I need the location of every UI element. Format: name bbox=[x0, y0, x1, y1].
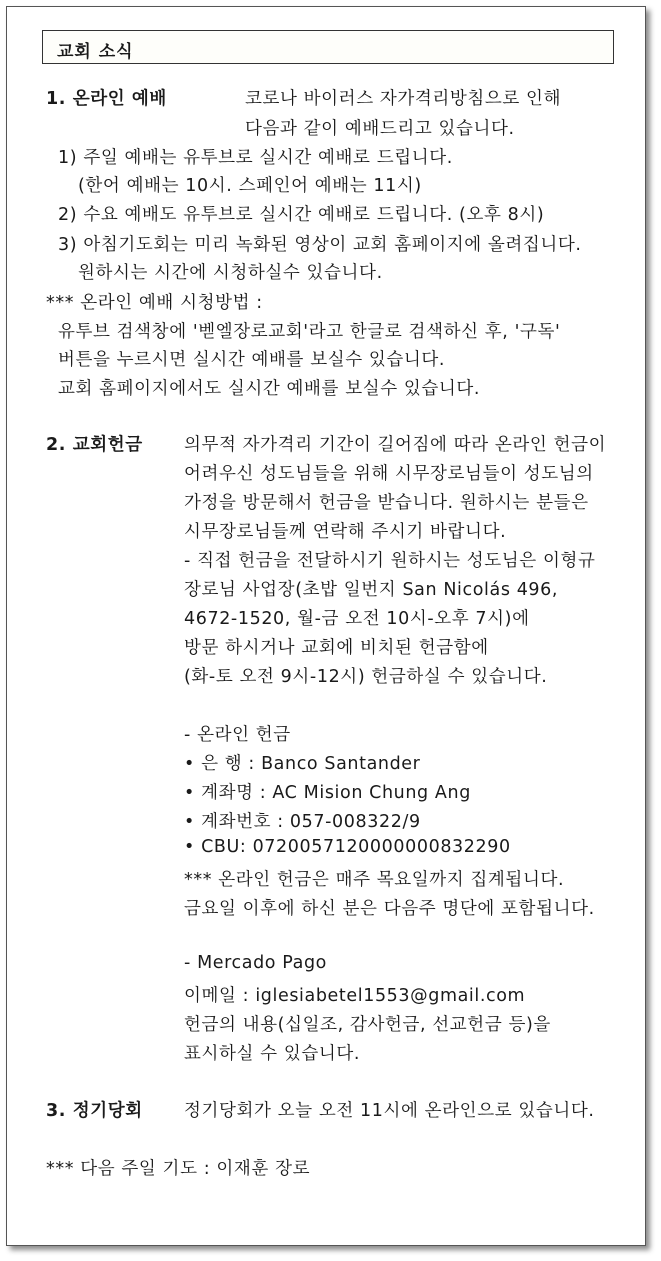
s2-line: • 계좌명 : AC Mision Chung Ang bbox=[184, 783, 471, 803]
s2-line: 의무적 자가격리 기간이 길어짐에 따라 온라인 헌금이 bbox=[184, 435, 607, 455]
s2-line: - 직접 헌금을 전달하시기 원하시는 성도님은 이형규 bbox=[184, 551, 596, 571]
s2-line: (화-토 오전 9시-12시) 헌금하실 수 있습니다. bbox=[184, 667, 548, 687]
s2-line: 금요일 이후에 하신 분은 다음주 명단에 포함됩니다. bbox=[184, 899, 595, 919]
s2-line: 이메일 : iglesiabetel1553@gmail.com bbox=[184, 986, 526, 1006]
s2-line: 표시하실 수 있습니다. bbox=[184, 1044, 361, 1064]
s1-intro-2: 다음과 같이 예배드리고 있습니다. bbox=[245, 119, 515, 139]
s2-line: 가정을 방문해서 헌금을 받습니다. 원하시는 분들은 bbox=[184, 493, 589, 513]
s2-line: • 계좌번호 : 057-008322/9 bbox=[184, 812, 421, 832]
s2-line: *** 온라인 헌금은 매주 목요일까지 집계됩니다. bbox=[184, 870, 565, 890]
s2-line: 헌금의 내용(십일조, 감사헌금, 선교헌금 등)을 bbox=[184, 1015, 551, 1035]
s1-line: 3) 아침기도회는 미리 녹화된 영상이 교회 홈페이지에 올려집니다. bbox=[58, 235, 582, 255]
section-header-box bbox=[42, 30, 614, 64]
s1-line: 버튼을 누르시면 실시간 예배를 보실수 있습니다. bbox=[58, 350, 446, 370]
s1-line: 유투브 검색창에 '벧엘장로교회'라고 한글로 검색하신 후, '구독' bbox=[58, 322, 561, 342]
s2-line: 시무장로님들께 연락해 주시기 바랍니다. bbox=[184, 522, 507, 542]
s1-line: 1) 주일 예배는 유투브로 실시간 예배로 드립니다. bbox=[58, 148, 453, 168]
s1-heading: 1. 온라인 예배 bbox=[46, 89, 167, 109]
s2-line: 장로님 사업장(초밥 일번지 San Nicolás 496, bbox=[184, 580, 559, 600]
s1-line: 2) 수요 예배도 유투브로 실시간 예배로 드립니다. (오후 8시) bbox=[58, 205, 545, 225]
prayer-note: *** 다음 주일 기도 : 이재훈 장로 bbox=[46, 1159, 311, 1179]
s2-line: - Mercado Pago bbox=[184, 953, 327, 973]
s2-line: • CBU: 0720057120000000832290 bbox=[184, 837, 511, 857]
s1-intro-1: 코로나 바이러스 자가격리방침으로 인해 bbox=[245, 89, 562, 109]
s1-line: (한어 예배는 10시. 스페인어 예배는 11시) bbox=[78, 176, 422, 196]
s3-heading: 3. 정기당회 bbox=[46, 1101, 143, 1121]
s1-line: 원하시는 시간에 시청하실수 있습니다. bbox=[78, 263, 383, 283]
s2-line: - 온라인 헌금 bbox=[184, 725, 291, 745]
section-title: 교회 소식 bbox=[57, 42, 134, 62]
s2-line: 방문 하시거나 교회에 비치된 헌금함에 bbox=[184, 638, 489, 658]
s2-line: 4672-1520, 월-금 오전 10시-오후 7시)에 bbox=[184, 609, 530, 629]
s1-line: 교회 홈페이지에서도 실시간 예배를 보실수 있습니다. bbox=[58, 379, 481, 399]
s2-line: 어려우신 성도님들을 위해 시무장로님들이 성도님의 bbox=[184, 464, 594, 484]
s1-line: *** 온라인 예배 시청방법 : bbox=[46, 293, 263, 313]
s3-text: 정기당회가 오늘 오전 11시에 온라인으로 있습니다. bbox=[184, 1101, 595, 1121]
s2-line: • 은 행 : Banco Santander bbox=[184, 754, 421, 774]
s2-heading: 2. 교회헌금 bbox=[46, 435, 143, 455]
